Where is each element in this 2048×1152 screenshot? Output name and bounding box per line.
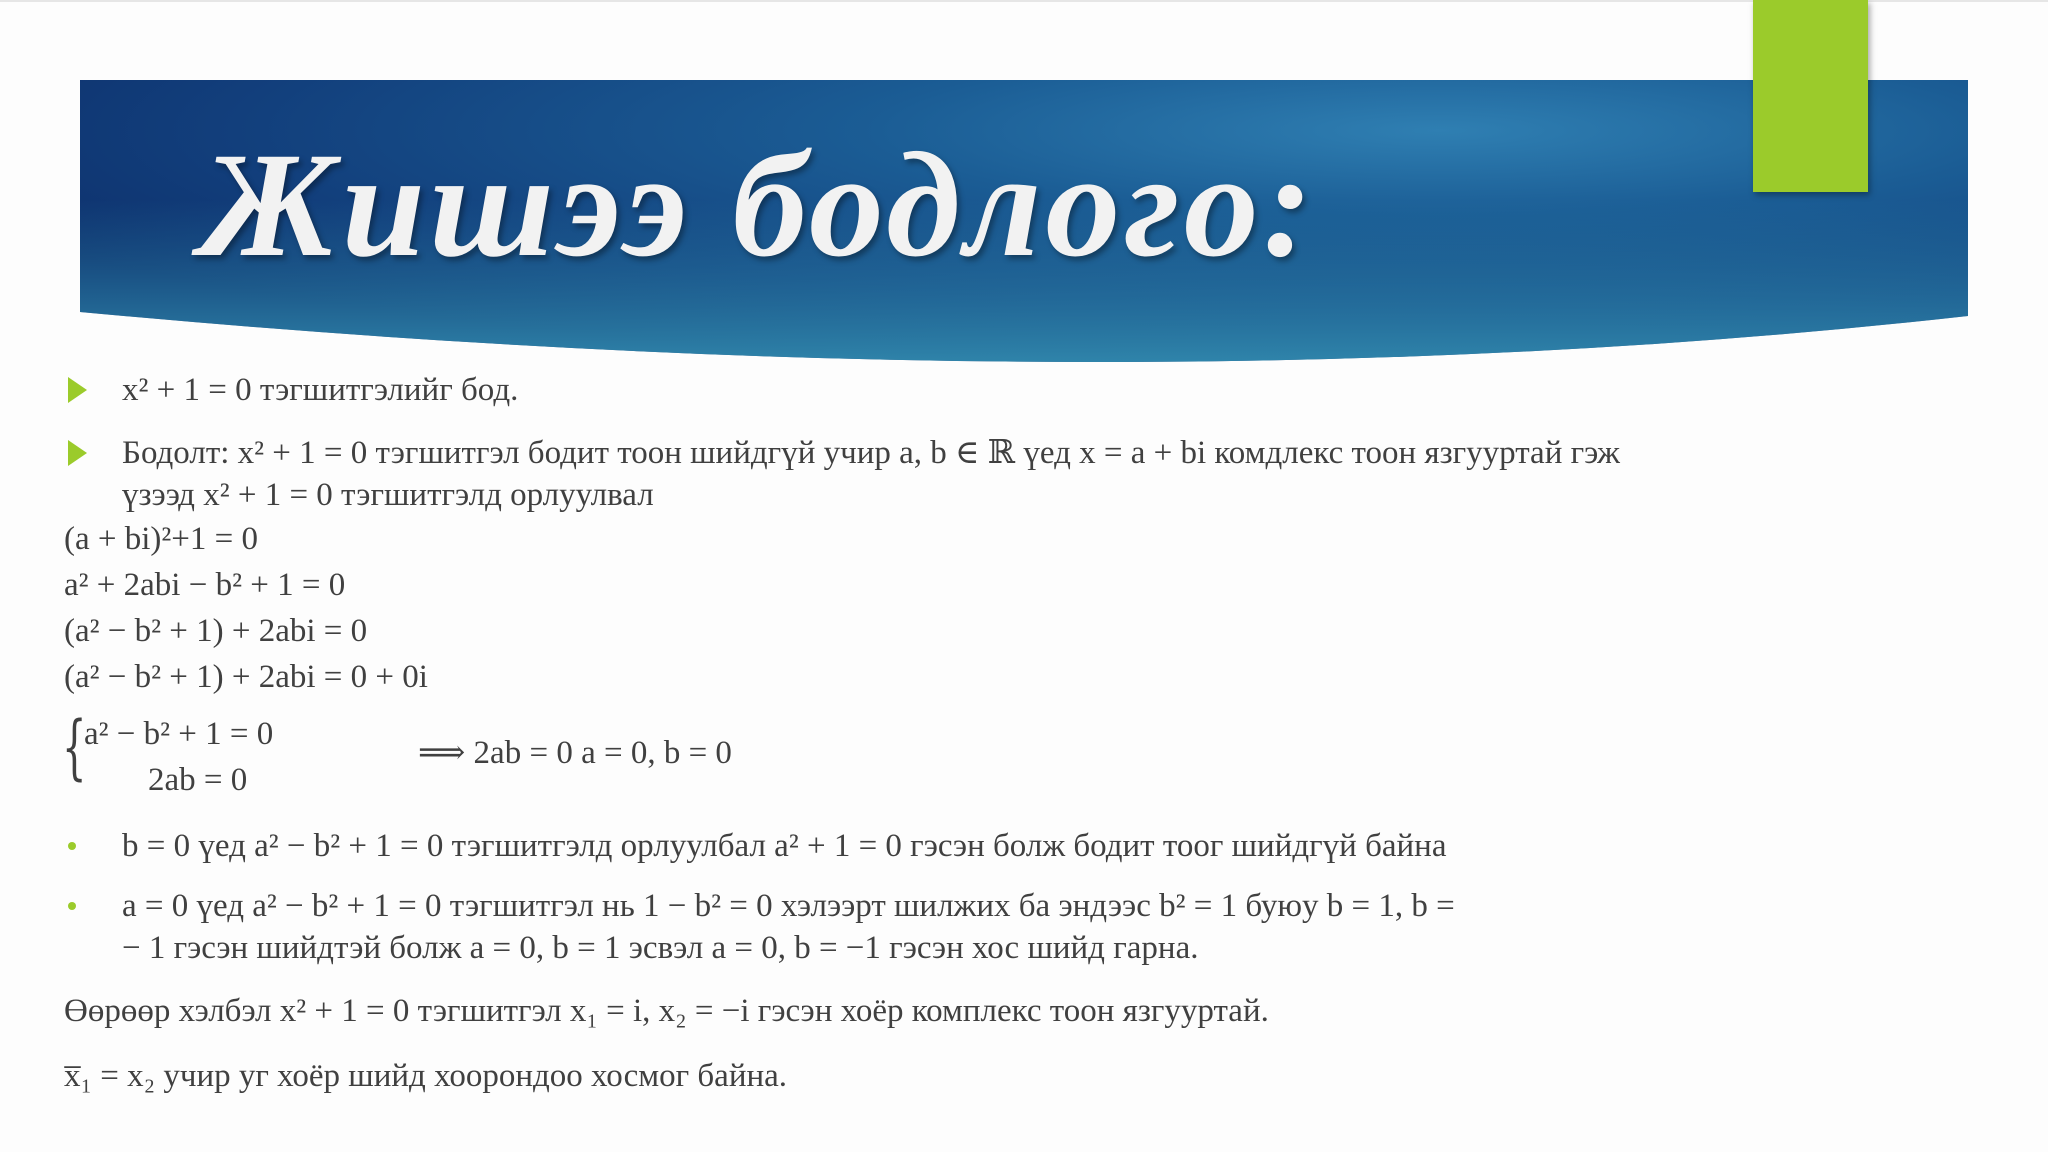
equation-1: (a + bi)²+1 = 0 [64,521,259,557]
summary-line: Өөрөөр хэлбэл x² + 1 = 0 тэгшитгэл x₁ = i, x₂ = −i гэсэн хоёр комплекс тоон язгууртай. [64,993,1269,1029]
system-equation-2: 2ab = 0 [148,762,248,798]
arrow-bullet-icon [68,440,87,466]
equation-2: a² + 2abi − b² + 1 = 0 [64,567,346,603]
dot-bullet-b-zero: b = 0 үед a² − b² + 1 = 0 тэгшитгэлд орлуулбал a² + 1 = 0 гэсэн болж бодит тоог шийдгүй байна [122,828,1447,864]
dot-bullet-a-zero-line1: a = 0 үед a² − b² + 1 = 0 тэгшитгэл нь 1 − b² = 0 хэлээрт шилжих ба эндээс b² = 1 буюу b = 1, b = [122,888,1455,924]
dot-bullet-a-zero-line2: − 1 гэсэн шийдтэй болж a = 0, b = 1 эсвэл a = 0, b = −1 гэсэн хос шийд гарна. [122,930,1199,966]
bullet-solution-line2: үзээд x² + 1 = 0 тэгшитгэлд орлуулвал [122,477,654,513]
system-brace: { [62,706,87,788]
bullet-solution-line1: Бодолт: x² + 1 = 0 тэгшитгэл бодит тоон шийдгүй учир a, b ∈ ℝ үед x = a + bi комдлекс тоон язгууртай гэж [122,435,1620,471]
system-equation-1: a² − b² + 1 = 0 [84,716,274,752]
system-implication: ⟹ 2ab = 0 a = 0, b = 0 [418,735,732,771]
conjugate-line: x̅₁ = x₂ учир уг хоёр шийд хоорондоо хосмог байна. [64,1058,788,1094]
bullet-problem: x² + 1 = 0 тэгшитгэлийг бод. [122,372,519,408]
equation-4: (a² − b² + 1) + 2abi = 0 + 0i [64,659,428,695]
equation-3: (a² − b² + 1) + 2abi = 0 [64,613,368,649]
slide-title: Жишээ бодлого: [200,122,1317,288]
arrow-bullet-icon [68,377,87,403]
dot-bullet-icon [68,902,76,910]
dot-bullet-icon [68,842,76,850]
